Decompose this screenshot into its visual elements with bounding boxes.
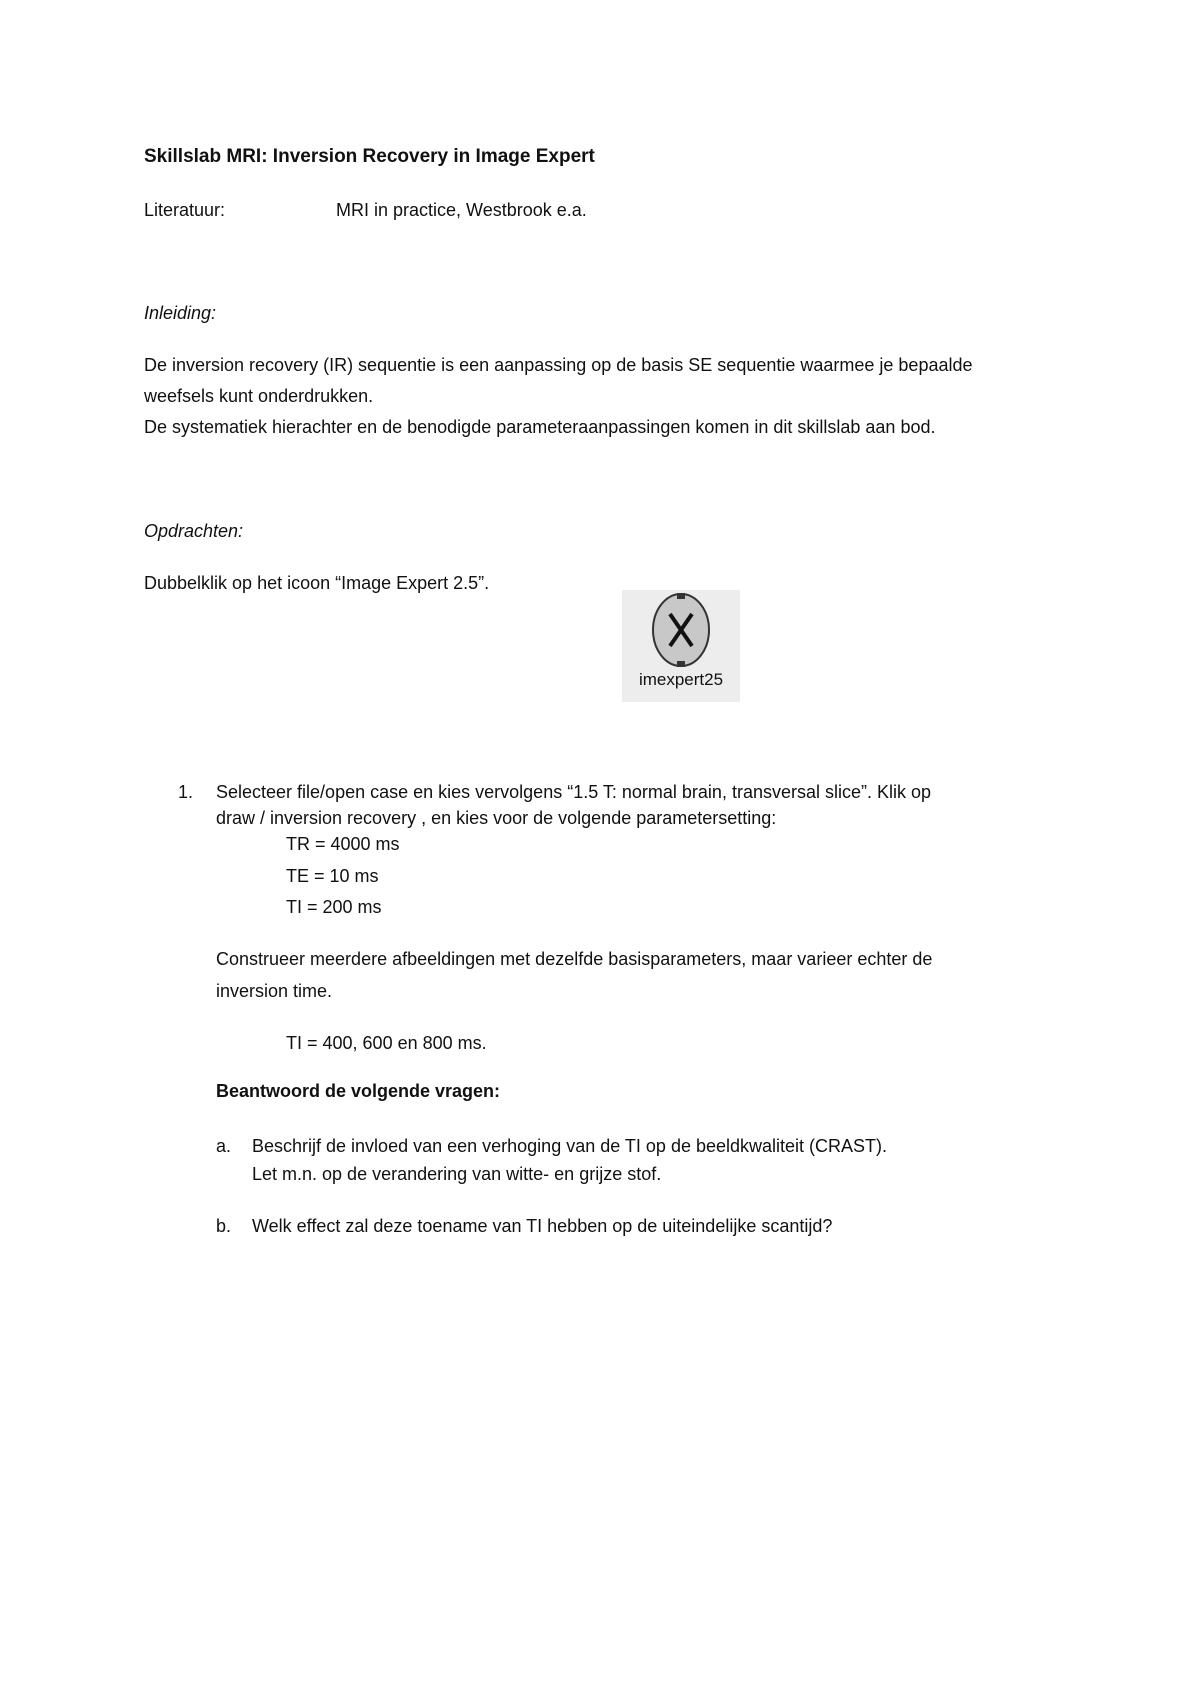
question-a-line-1: Beschrijf de invloed van een verhoging van de TI op de beeldkwaliteit (CRAST). [252, 1136, 888, 1156]
param-ti: TI = 200 ms [286, 897, 382, 917]
brain-x-icon [622, 590, 740, 670]
param-tr: TR = 4000 ms [286, 834, 400, 854]
intro-line-3: De systematiek hierachter en de benodigde parameteraanpassingen komen in dit skillslab aan bod. [144, 417, 936, 437]
tasks-heading: Opdrachten: [144, 521, 244, 541]
intro-line-1: De inversion recovery (IR) sequentie is een aanpassing op de basis SE sequentie waarmee je bepaalde [144, 355, 973, 375]
param-te: TE = 10 ms [286, 866, 379, 886]
question-a-line-2: Let m.n. op de verandering van witte- en grijze stof. [252, 1164, 662, 1184]
construct-line-2: inversion time. [216, 981, 333, 1001]
literature-label: Literatuur: [144, 200, 226, 220]
question-b-line-1: Welk effect zal deze toename van TI hebben op de uiteindelijke scantijd? [252, 1216, 833, 1236]
ti-values: TI = 400, 600 en 800 ms. [286, 1033, 487, 1053]
intro-line-2: weefsels kunt onderdrukken. [144, 386, 374, 406]
imexpert-icon[interactable] [622, 590, 740, 702]
item1-number: 1. [178, 782, 194, 802]
question-a-label: a. [216, 1136, 232, 1156]
construct-line-1: Construeer meerdere afbeeldingen met dezelfde basisparameters, maar varieer echter de [216, 949, 933, 969]
item1-line-1: Selecteer file/open case en kies vervolgens “1.5 T: normal brain, transversal slice”. Klik op [216, 782, 932, 802]
tasks-intro: Dubbelklik op het icoon “Image Expert 2.5”. [144, 573, 490, 593]
icon-caption: imexpert25 [638, 670, 724, 689]
page-title: Skillslab MRI: Inversion Recovery in Image Expert [144, 146, 595, 167]
item1-line-2: draw / inversion recovery , en kies voor de volgende parametersetting: [216, 808, 777, 828]
questions-heading: Beantwoord de volgende vragen: [216, 1081, 501, 1101]
question-b-label: b. [216, 1216, 232, 1236]
intro-heading: Inleiding: [144, 303, 217, 323]
literature-value: MRI in practice, Westbrook e.a. [336, 200, 587, 220]
